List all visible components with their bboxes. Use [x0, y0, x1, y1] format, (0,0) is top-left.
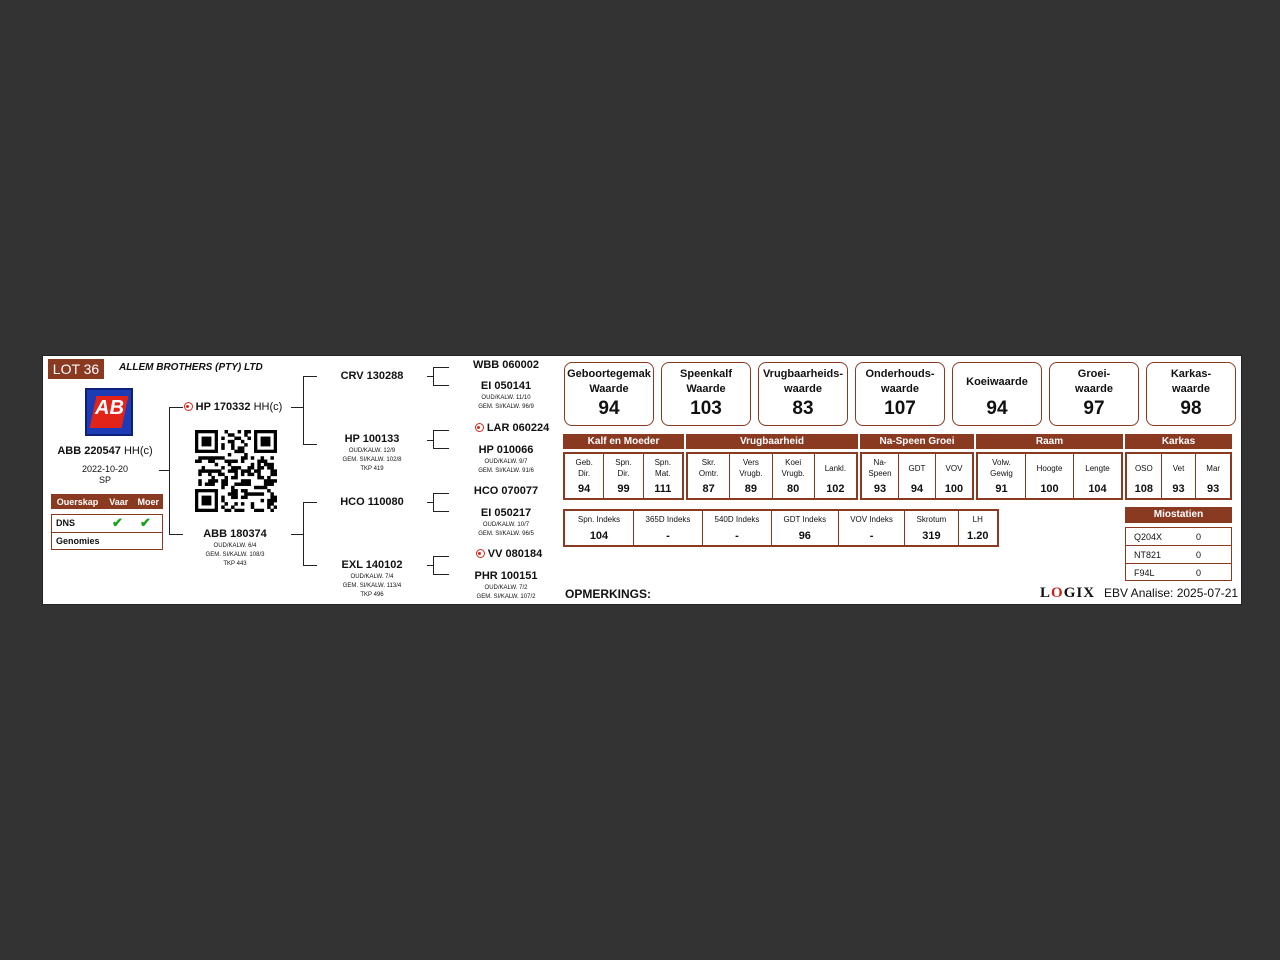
sire-dam-line-1: OUD/KALW. 12/9 [348, 448, 396, 454]
pedigree-ddd: PHR 100151 [474, 570, 538, 582]
sire-suffix: HH(c) [253, 401, 283, 413]
value-label: Waarde [686, 383, 726, 395]
index-cell: Skrotum 319 [905, 511, 958, 545]
lot-card [42, 355, 1242, 605]
pedigree-dam-sire: HCO 110080 [340, 496, 404, 508]
dam-dam-line-3: TKP 496 [360, 592, 384, 598]
traits-raam [976, 452, 1123, 500]
animal-birthdate: 2022-10-20 [81, 464, 129, 474]
section-karkas: Karkas [1125, 434, 1232, 449]
target-icon [184, 402, 193, 411]
pedigree-dds [451, 548, 567, 560]
remarks-label: OPMERKINGS: [565, 587, 652, 601]
section-na-speen-groei: Na-Speen Groei [860, 434, 974, 449]
animal-suffix: HH(c) [123, 445, 153, 457]
trait-cell: Vet 93 [1162, 454, 1197, 498]
trait-cell: Mar 93 [1206, 464, 1221, 495]
dam-dam-line-1: OUD/KALW. 7/4 [350, 574, 394, 580]
breeder-logo [85, 388, 133, 436]
trait-cell: Spn. Mat. 111 [654, 458, 672, 495]
value-label: Karkas- [1170, 368, 1212, 380]
lot-badge: LOT 36 [48, 359, 104, 379]
value-label: Waarde [589, 383, 629, 395]
value-number: 94 [986, 398, 1008, 419]
index-cell: VOV Indeks - [839, 511, 906, 545]
trait-cell: Geb. Dir. 94 [565, 454, 604, 498]
pedigree-dam-dam: EXL 140102 [341, 559, 403, 571]
value-label: waarde [1075, 383, 1113, 395]
value-label: Koeiwaarde [966, 376, 1028, 388]
trait-cell: VOV 100 [944, 464, 964, 495]
miostatien-row: F94L 0 [1134, 568, 1202, 578]
miostatien-header: Miostatien [1125, 507, 1232, 523]
trait-cell: Skr. Omtr. 87 [688, 454, 730, 498]
traits-karkas [1125, 452, 1232, 500]
target-icon [475, 423, 484, 432]
value-card-speenkalf [661, 362, 751, 426]
index-cell: GDT Indeks 96 [772, 511, 839, 545]
value-label: Onderhouds- [865, 368, 935, 380]
section-vrugbaarheid: Vrugbaarheid [686, 434, 858, 449]
ownership-col-moer: Moer [137, 496, 159, 507]
dam-dam-line-2: GEM. SI/KALW. 113/4 [342, 583, 402, 589]
animal-number: ABB 220547 [57, 445, 121, 457]
sdd-line-2: GEM. SI/KALW. 91/6 [478, 468, 534, 474]
animal-id [43, 445, 167, 457]
pedigree-dsd: EI 050217 [480, 507, 532, 519]
sdd-line-1: OUD/KALW. 9/7 [484, 459, 528, 465]
ownership-col-ouerskap: Ouerskap [56, 496, 99, 507]
traits-vrugbaarheid [686, 452, 858, 500]
pedigree-sdd: HP 010066 [478, 444, 534, 456]
ownership-header [51, 494, 163, 509]
value-label: Vrugbaarheids- [762, 368, 844, 380]
index-cell: Spn. Indeks 104 [565, 511, 634, 545]
pedigree-sire-dam: HP 100133 [344, 433, 400, 445]
dam-line-3: TKP 443 [223, 561, 247, 567]
value-label: Geboortegemak [567, 368, 651, 380]
ownership-table [51, 514, 163, 550]
pedigree-sire [175, 401, 291, 413]
genomies-label: Genomies [56, 536, 100, 546]
trait-cell: Na- Speen 93 [862, 454, 899, 498]
miostatien-table [1125, 527, 1232, 581]
trait-cell: Koei Vrugb. 80 [773, 454, 815, 498]
value-label: waarde [881, 383, 919, 395]
trait-cell: Volw. Gewig 91 [978, 454, 1026, 498]
index-cell: 365D Indeks - [634, 511, 703, 545]
index-table [563, 509, 999, 547]
pedigree-sss: WBB 060002 [472, 359, 540, 371]
value-number: 103 [690, 398, 722, 419]
dns-label: DNS [56, 518, 76, 528]
section-raam: Raam [976, 434, 1123, 449]
trait-cell: Vers Vrugb. 89 [730, 454, 772, 498]
sds-id: LAR 060224 [486, 422, 550, 434]
sire-dns-check-icon: ✔ [112, 515, 123, 530]
dds-id: VV 080184 [487, 548, 543, 560]
trait-cell: Lengte 104 [1085, 464, 1110, 495]
trait-cell: Lankl. 102 [824, 464, 847, 495]
value-label: Groei- [1077, 368, 1111, 380]
value-number: 94 [598, 398, 620, 419]
value-number: 83 [792, 398, 814, 419]
pedigree-sds [451, 422, 573, 434]
value-number: 98 [1180, 398, 1202, 419]
value-number: 107 [884, 398, 916, 419]
ssd-line-2: GEM. SI/KALW. 96/9 [478, 404, 534, 410]
value-card-onderhoud [855, 362, 945, 426]
value-label: waarde [1172, 383, 1210, 395]
logo-lettering: AB [95, 397, 124, 419]
ebv-analysis-date: EBV Analise: 2025-07-21 [1104, 586, 1239, 600]
sire-id: HP 170332 [195, 401, 251, 413]
index-cell: LH 1.20 [967, 515, 989, 542]
breeder-name: ALLEM BROTHERS (PTY) LTD [119, 362, 263, 373]
value-number: 97 [1083, 398, 1105, 419]
value-card-groei [1049, 362, 1139, 426]
trait-cell: Spn. Dir. 99 [604, 454, 643, 498]
value-label: Speenkalf [680, 368, 732, 380]
traits-kalf-en-moeder [563, 452, 684, 500]
trait-cell: Hoogte 100 [1026, 454, 1074, 498]
ownership-col-vaar: Vaar [109, 496, 129, 507]
qr-code-icon [195, 430, 277, 512]
trait-cell: GDT 94 [899, 454, 936, 498]
ssd-line-1: OUD/KALW. 11/10 [481, 395, 531, 401]
value-card-koeiwaarde [952, 362, 1042, 426]
sire-dam-line-2: GEM. SI/KALW. 102/8 [342, 457, 402, 463]
value-card-vrugbaarheid [758, 362, 848, 426]
dam-line-1: OUD/KALW. 6/4 [213, 543, 257, 549]
value-label: waarde [784, 383, 822, 395]
trait-cell: OSO 108 [1127, 454, 1162, 498]
value-card-karkas [1146, 362, 1236, 426]
ddd-line-1: OUD/KALW. 7/2 [484, 585, 528, 591]
target-icon [476, 549, 485, 558]
dam-dns-check-icon: ✔ [140, 515, 151, 530]
pedigree-sire-sire: CRV 130288 [340, 370, 404, 382]
sire-dam-line-3: TKP 419 [360, 466, 384, 472]
index-cell: 540D Indeks - [703, 511, 772, 545]
value-card-geboortegemak [564, 362, 654, 426]
miostatien-row: Q204X 0 [1126, 528, 1231, 546]
dam-line-2: GEM. SI/KALW. 108/3 [205, 552, 265, 558]
dsd-line-1: OUD/KALW. 10/7 [482, 522, 530, 528]
pedigree-dss: HCO 070077 [473, 485, 539, 497]
pedigree-ssd: EI 050141 [480, 380, 532, 392]
ddd-line-2: GEM. SI/KALW. 107/2 [476, 594, 536, 600]
dsd-line-2: GEM. SI/KALW. 96/5 [478, 531, 534, 537]
section-kalf-en-moeder: Kalf en Moeder [563, 434, 684, 449]
pedigree-dam: ABB 180374 [203, 528, 267, 540]
traits-na-speen-groei [860, 452, 974, 500]
logix-logo: LOGIX [1040, 585, 1096, 601]
animal-tag: SP [98, 475, 111, 485]
miostatien-row: NT821 0 [1126, 546, 1231, 564]
